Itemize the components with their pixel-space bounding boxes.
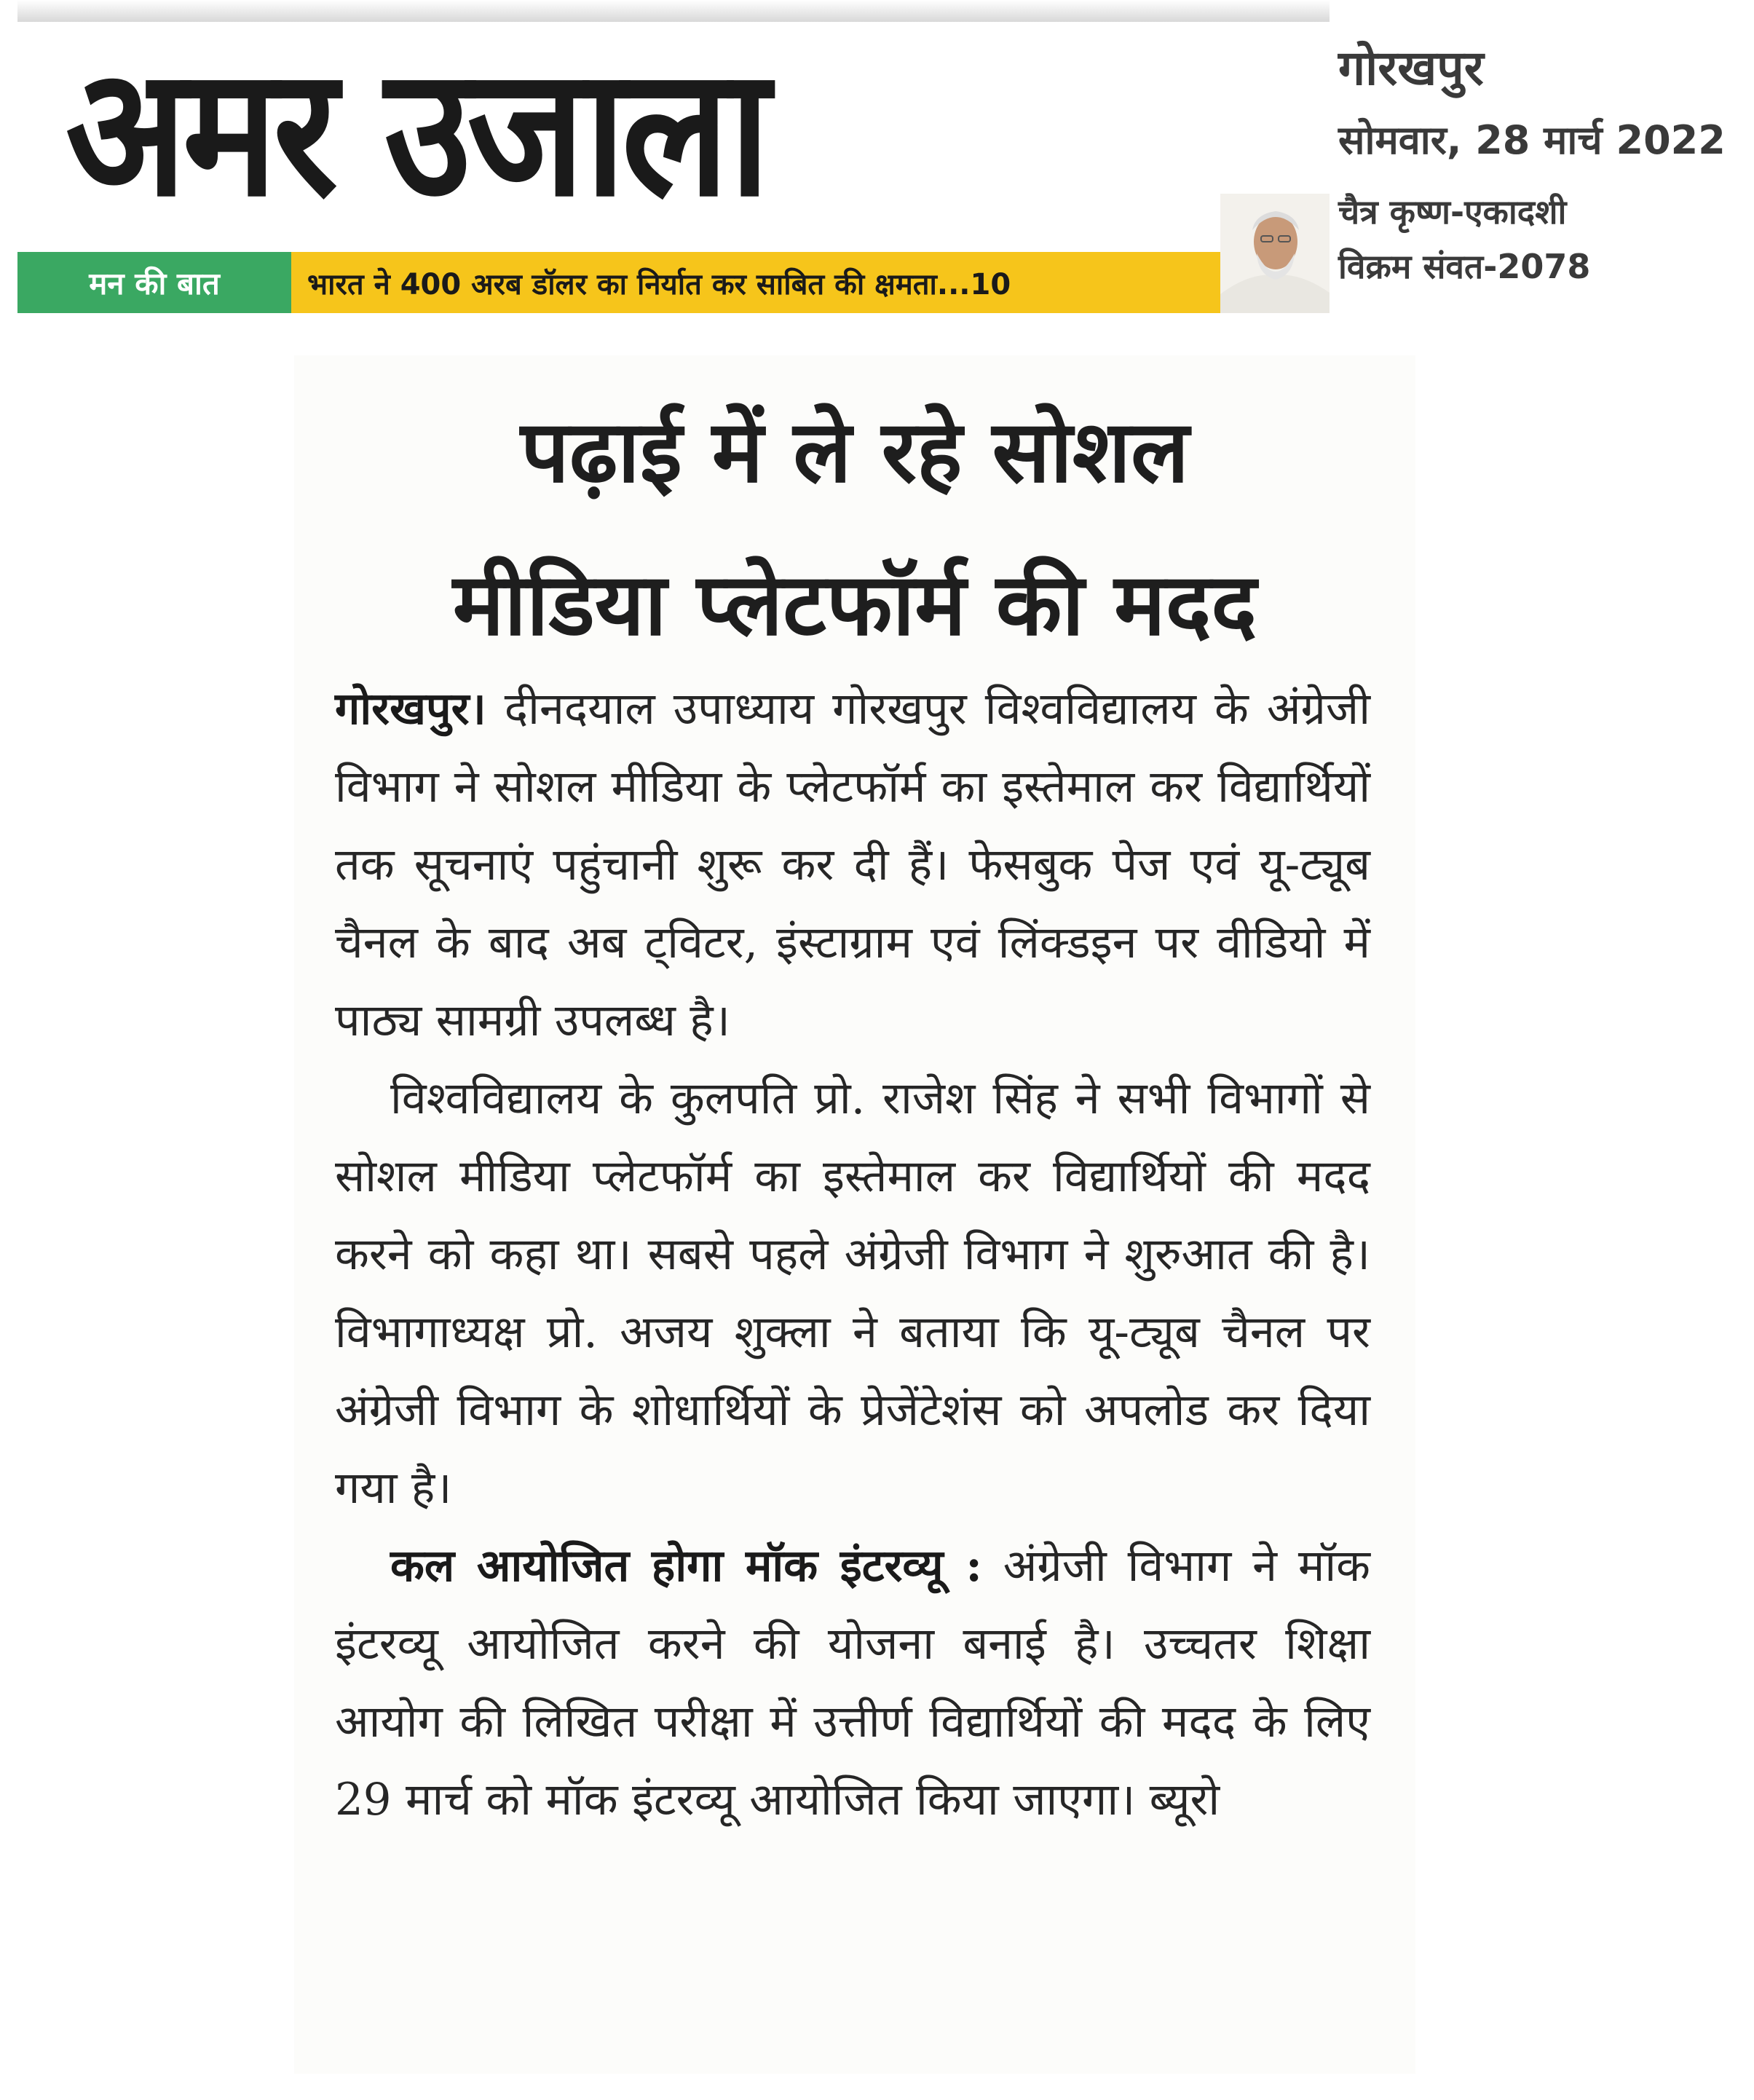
edition-date: सोमवार, 28 मार्च 2022 (1338, 117, 1726, 163)
paragraph-1 (335, 670, 1370, 1059)
headline-line-1: पढ़ाई में ले रहे सोशल (520, 401, 1190, 502)
strip-teaser-text: भारत ने 400 अरब डॉलर का निर्यात कर साबित की क्षमता...10 (307, 267, 1011, 301)
paragraph-2: विश्वविद्यालय के कुलपति प्रो. राजेश सिंह ने सभी विभागों से सोशल मीडिया प्लेटफॉर्म का इस्तेमाल कर विद्यार्थियों की मदद करने को कहा था। सबसे पहले अंग्रेजी विभाग ने शुरुआत की है। विभागाध्यक्ष प्रो. अजय शुक्ला ने बताया कि यू-ट्यूब चैनल पर अंग्रेजी विभाग के शोधार्थियों के प्रेजेंटेशंस को अपलोड कर दिया गया है। (335, 1073, 1370, 1514)
dateline: गोरखपुर। (335, 683, 486, 735)
strip-teaser (291, 252, 1330, 313)
headline-line-2: मीडिया प्लेटफॉर्म की मदद (452, 554, 1257, 655)
edition-tithi: चैत्र कृष्ण-एकादशी (1338, 192, 1567, 232)
strip-tag: मन की बात (17, 252, 291, 313)
paragraph-3-text: अंग्रेजी विभाग ने मॉक इंटरव्यू आयोजित करने की योजना बनाई है। उच्चतर शिक्षा आयोग की लिखित परीक्षा में उत्तीर्ण विद्यार्थियों की मदद के लिए 29 मार्च को मॉक इंटरव्यू आयोजित किया जाएगा। ब्यूरो (335, 1540, 1370, 1825)
portrait-photo (1220, 194, 1330, 313)
paragraph-1-text: दीनदयाल उपाध्याय गोरखपुर विश्वविद्यालय के अंग्रेजी विभाग ने सोशल मीडिया के प्लेटफॉर्म का इस्तेमाल कर विद्यार्थियों तक सूचनाएं पहुंचानी शुरू कर दी हैं। फेसबुक पेज एवं यू-ट्यूब चैनल के बाद अब ट्विटर, इंस्टाग्राम एवं लिंक्डइन पर वीडियो में पाठ्य सामग्री उपलब्ध है। (335, 683, 1370, 1046)
edition-info (1338, 42, 1746, 285)
article-body (335, 670, 1370, 1839)
subheading: कल आयोजित होगा मॉक इंटरव्यू : (390, 1540, 982, 1592)
headline-strip (17, 252, 1330, 313)
logo-text: अमर उजाला (66, 29, 766, 237)
edition-city: गोरखपुर (1338, 40, 1484, 96)
top-rule (17, 0, 1330, 22)
masthead-logo (66, 29, 1274, 237)
edition-samvat: विक्रम संवत-2078 (1338, 246, 1591, 286)
article-headline (294, 375, 1415, 681)
paragraph-3 (335, 1527, 1370, 1839)
